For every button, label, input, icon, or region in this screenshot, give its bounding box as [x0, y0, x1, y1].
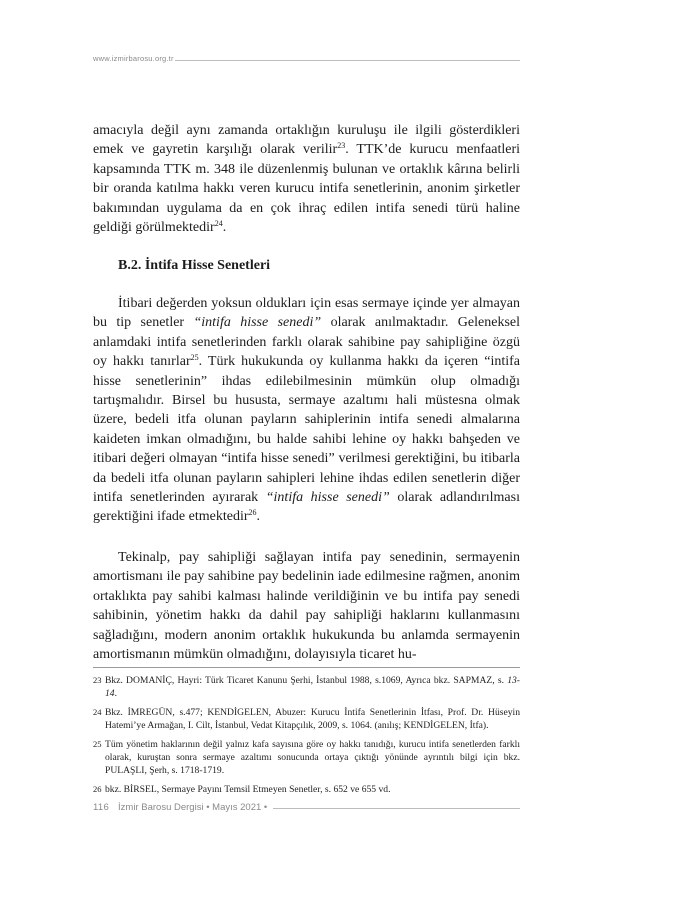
footnote-end: .: [114, 688, 117, 700]
footnote-text: Bkz. İMREGÜN, s.477; KENDİGELEN, Abuzer: Kurucu İntifa Senetlerinin İtfası, Prof. Dr. Hüseyin Hatemi’ye Armağan, I. Cilt, İstanbul, Vedat Kitapçılık, 2009, s. 1064. (anılış; KENDİGELEN, İtfa).: [105, 706, 520, 732]
italic-term: “intifa hisse senedi”: [193, 315, 322, 331]
footnote-number: 23: [93, 675, 102, 685]
section-heading: B.2. İntifa Hisse Senetleri: [118, 258, 271, 273]
footnote-23: [93, 674, 520, 701]
paragraph-3: [93, 548, 520, 664]
journal-name: İzmir Barosu Dergisi • Mayıs 2021 •: [118, 802, 268, 813]
footnote-number: 26: [93, 783, 102, 794]
paragraph-text: . TTK’de kurucu menfaatleri kapsamında TTK m. 348 ile düzenlenmiş bulunan ve ortaklık kârına belirli bir oranda katılma hakkı veren kurucu intifa senetlerinin, anonim şirketler bakımından uygulama da en çok ihraç edilen intifa senedi türü haline geldiği görülmektedir: [93, 142, 520, 236]
footnote-26: [93, 783, 520, 796]
paragraph-end: .: [256, 509, 260, 525]
paragraph-text: olarak anılmaktadır. Geleneksel anlamdaki intifa senetlerinden farklı olarak sahibine pay sahipliğine özgü oy hakkı tanırlar: [93, 315, 520, 370]
footer-rule: [273, 808, 520, 809]
footnote-divider: [93, 667, 520, 668]
footnote-number: 24: [93, 706, 102, 717]
page-footer: [93, 802, 520, 814]
footnotes: [93, 674, 520, 801]
footnote-number: 25: [93, 738, 102, 749]
footnote-ref-23[interactable]: 23: [337, 141, 346, 151]
footnote-ref-26[interactable]: 26: [248, 508, 257, 518]
page-header: [93, 52, 520, 66]
footnote-24: [93, 706, 520, 733]
footnote-25: [93, 738, 520, 778]
paragraph-end: .: [222, 220, 227, 236]
footnote-text: Bkz. DOMANİÇ, Hayri: Türk Ticaret Kanunu Şerhi, İstanbul 1988, s.1069, Ayrıca bkz. SAPMAZ, s.: [105, 675, 508, 686]
italic-term: “intifa hisse senedi”: [265, 490, 390, 506]
footnote-ref-25[interactable]: 25: [190, 353, 199, 363]
header-url: www.izmirbarosu.org.tr: [93, 52, 177, 66]
footnote-text: Tüm yönetim haklarının değil yalnız kafa sayısına göre oy hakkı tanıdığı, kurucu intifa senetlerden farklı olarak, kuruştan sonra sermaye azaltımı sonucunda ortaya çıktığı yönünde ayrıntılı bilgi için bkz. PULAŞLI, Şerh, s. 1718-1719.: [105, 738, 520, 777]
paragraph-2: [93, 294, 520, 527]
page-number: 116: [93, 802, 110, 813]
footnote-ref-24[interactable]: 24: [214, 219, 223, 229]
paragraph-1: [93, 121, 520, 237]
header-rule: [175, 60, 520, 61]
paragraph-text: İtibari değerden yoksun oldukları için esas sermaye içinde yer almayan bu tip senetler: [93, 296, 520, 331]
paragraph-text: . Türk hukukunda oy kullanma hakkı da içeren “intifa hisse senetlerinin” ihdas edilebilmesinin mümkün olup olmadığı tartışmalıdır. Birsel bu hususta, sermaye azaltımı hali müstesna olmak üzere, bedeli itfa olunan payların sahiplerinin intifa senedi almalarına kaideten imkan olmadığını, bu halde sahibi lehine oy hakkı bahşeden ve itibari değeri olmayan “intifa hisse senedi” verilmesi gerektiğini, bu itibarla da bedeli itfa olunan payların sahipleri lehine ihdas edilen senetlerin diğer intifa senetlerinden ayırarak: [93, 354, 520, 506]
footnote-pages: 13-14: [105, 675, 520, 700]
paragraph-text: Tekinalp, pay sahipliği sağlayan intifa pay senedinin, sermayenin amortismanı ile pay sahibine pay bedelinin iade edilmesine rağmen, anonim ortaklıkta pay sahibi kalması halinde verildiğinin ve bu intifa pay senedi sahibinin, yönetim hakkı da dahil pay sahipliği haklarını kullanmasını sağladığını, modern anonim ortaklık hukukunda bu anlamda sermayenin amortismanın mümkün olmadığını, dolayısıyla ticaret hu-: [93, 550, 520, 663]
footnote-text: bkz. BİRSEL, Sermaye Payını Temsil Etmeyen Senetler, s. 652 ve 655 vd.: [105, 783, 391, 795]
paragraph-text: amacıyla değil aynı zamanda ortaklığın kuruluşu ile ilgili gösterdikleri emek ve gayretin karşılığı olarak verilir: [93, 123, 520, 158]
paragraph-text: olarak adlandırılması gerektiğini ifade etmektedir: [93, 490, 520, 525]
